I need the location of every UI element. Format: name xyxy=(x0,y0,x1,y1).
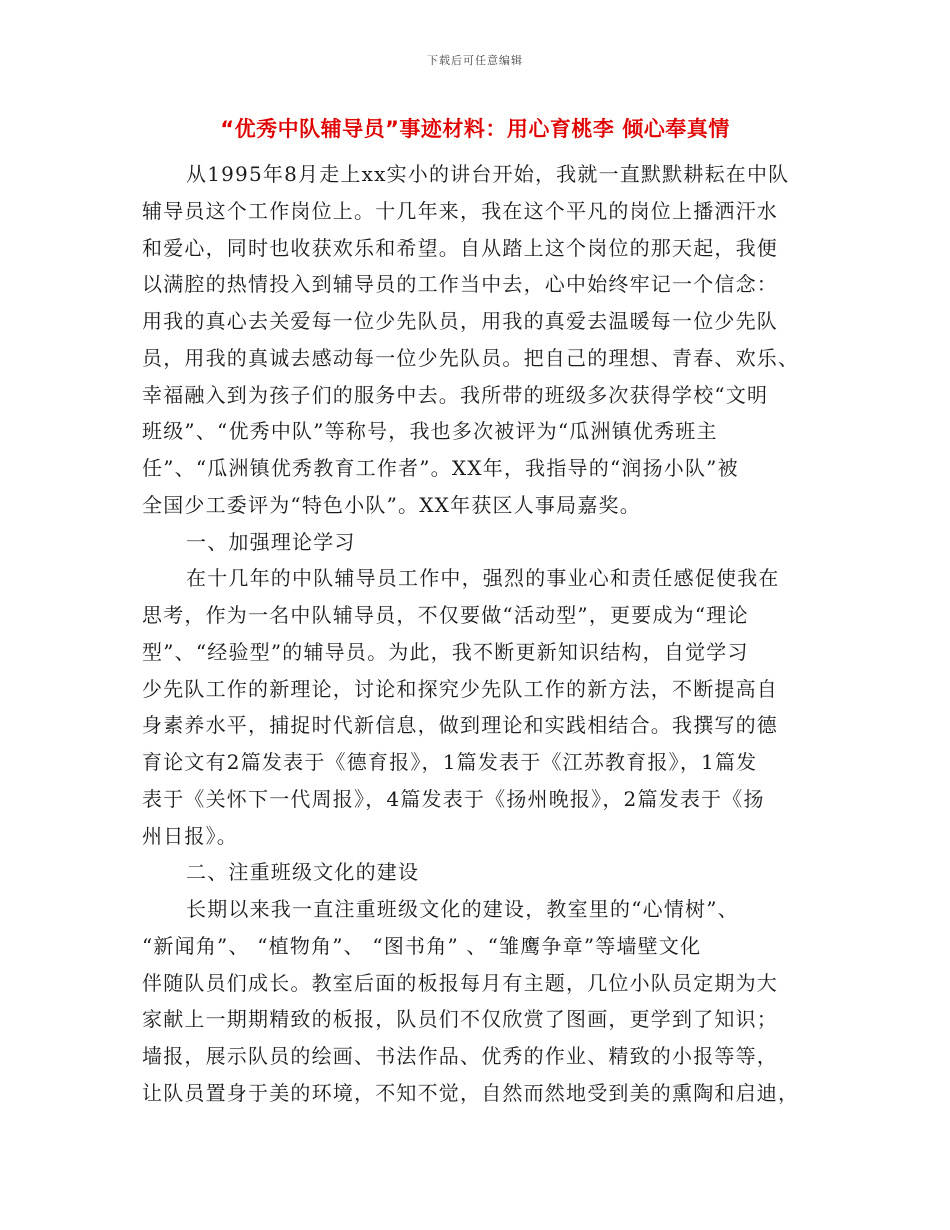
text-line: 辅导员这个工作岗位上。十几年来，我在这个平凡的岗位上播洒汗水 xyxy=(142,198,778,223)
text-line: 少先队工作的新理论，讨论和探究少先队工作的新方法，不断提高自 xyxy=(142,676,778,701)
text-line: 用我的真心去关爱每一位少先队员，用我的真爱去温暖每一位少先队 xyxy=(142,309,778,333)
text-line: 全国少工委评为“特色小队”。XX年获区人事局嘉奖。 xyxy=(142,492,641,517)
text-line: 州日报》。 xyxy=(142,823,238,848)
text-line: 长期以来我一直注重班级文化的建设，教室里的“心情树”、 xyxy=(186,897,739,921)
text-line: 以满腔的热情投入到辅导员的工作当中去，心中始终牢记一个信念： xyxy=(142,272,778,297)
text-line: 从1995年8月走上xx实小的讲台开始，我就一直默默耕耘在中队 xyxy=(186,162,790,186)
text-line: 身素养水平，捕捉时代新信息，做到理论和实践相结合。我撰写的德 xyxy=(142,713,778,738)
text-line: 型”、“经验型”的辅导员。为此，我不断更新知识结构，自觉学习 xyxy=(142,639,749,664)
text-line: 伴随队员们成长。教室后面的板报每月有主题，几位小队员定期为大 xyxy=(142,970,778,995)
text-line: 员，用我的真诚去感动每一位少先队员。把自己的理想、青春、欢乐、 xyxy=(142,345,800,370)
header-note: 下载后可任意编辑 xyxy=(427,54,523,67)
text-line: 家献上一期期精致的板报，队员们不仅欣赏了图画，更学到了知识； xyxy=(142,1007,778,1032)
text-line: 任”、“瓜洲镇优秀教育工作者”。XX年，我指导的“润扬小队”被 xyxy=(142,456,739,480)
document-body xyxy=(142,156,814,1112)
text-line: 和爱心，同时也收获欢乐和希望。自从踏上这个岗位的那天起，我便 xyxy=(142,235,778,260)
document-title: “优秀中队辅导员”事迹材料：用心育桃李 倾心奉真情 xyxy=(220,117,730,141)
text-line: 墙报，展示队员的绘画、书法作品、优秀的作业、精致的小报等等， xyxy=(142,1044,778,1068)
text-line: 一、加强理论学习 xyxy=(186,529,356,554)
text-line: 表于《关怀下一代周报》，4篇发表于《扬州晚报》，2篇发表于《扬 xyxy=(142,786,765,811)
text-line: 二、注重班级文化的建设 xyxy=(186,860,420,885)
text-line: 在十几年的中队辅导员工作中，强烈的事业心和责任感促使我在 xyxy=(186,566,780,591)
text-line: 班级”、“优秀中队”等称号，我也多次被评为“瓜洲镇优秀班主 xyxy=(142,419,718,444)
text-line: 让队员置身于美的环境，不知不觉，自然而然地受到美的熏陶和启迪， xyxy=(142,1080,800,1105)
text-line: 幸福融入到为孩子们的服务中去。我所带的班级多次获得学校“文明 xyxy=(142,382,769,407)
text-line: “新闻角”、 “植物角”、 “图书角” 、“雏鹰争章”等墙壁文化 xyxy=(142,933,702,958)
text-line: 育论文有2篇发表于《德育报》，1篇发表于《江苏教育报》，1篇发 xyxy=(142,750,758,774)
text-line: 思考，作为一名中队辅导员，不仅要做“活动型”，更要成为“理论 xyxy=(142,603,749,627)
